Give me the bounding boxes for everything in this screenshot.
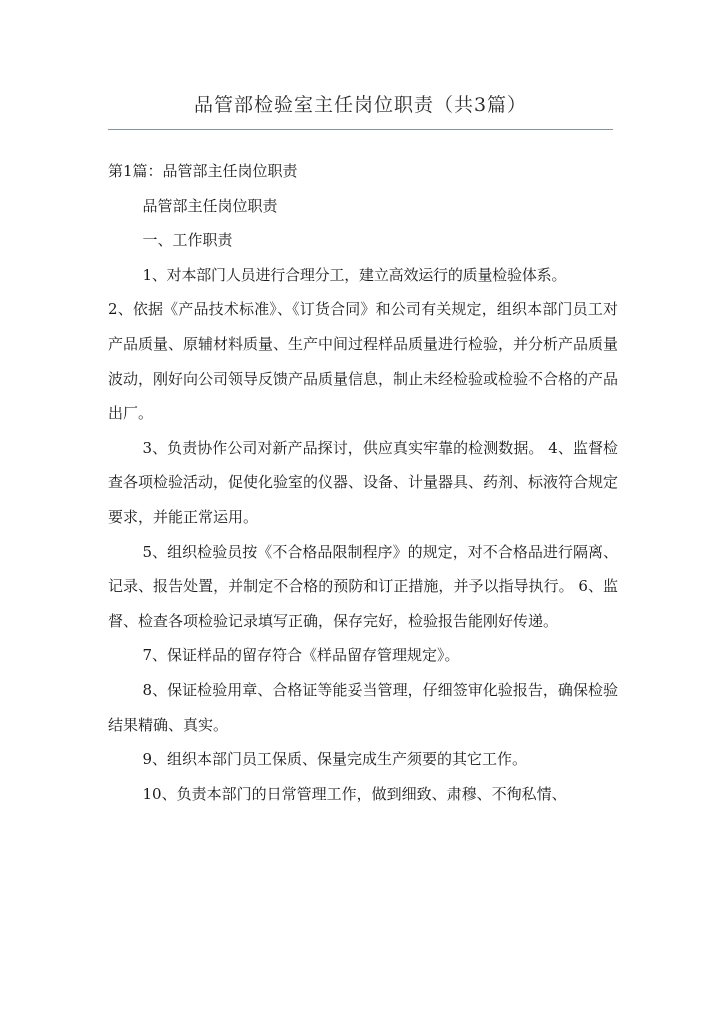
paragraph-5: 7、保证样品的留存符合《样品留存管理规定》。: [142, 646, 460, 665]
paragraph-2: 2、依据《产品技术标准》、《订货合同》和公司有关规定，组织本部门员工对产品质量、原辅材料质量、生产中间过程样品质量进行检验，并分析产品质量波动，刚好向公司领导反馈产品质量信息，制止未经检验或检验不合格的产品出厂。: [108, 300, 619, 423]
chapter-heading: 第1篇：品管部主任岗位职责: [108, 162, 298, 180]
document-title: 品管部检验室主任岗位职责（共3篇）: [193, 94, 528, 116]
title-divider: [108, 129, 613, 130]
paragraph-1: 1、对本部门人员进行合理分工，建立高效运行的质量检验体系。: [142, 265, 567, 284]
paragraph-6: 8、保证检验用章、合格证等能妥当管理，仔细签审化验报告，确保检验结果精确、真实。: [108, 680, 618, 734]
paragraph-8: 10、负责本部门的日常管理工作，做到细致、肃穆、不徇私情、: [142, 784, 567, 803]
document-body: [108, 154, 618, 811]
document-subtitle: 品管部主任岗位职责: [142, 196, 278, 215]
section-heading: 一、工作职责: [142, 231, 233, 250]
paragraph-3: 3、负责协作公司对新产品探讨，供应真实牢靠的检测数据。 4、监督检查各项检验活动，促使化验室的仪器、设备、计量器具、药剂、标液符合规定要求，并能正常运用。: [108, 438, 619, 526]
paragraph-7: 9、组织本部门员工保质、保量完成生产须要的其它工作。: [142, 750, 528, 769]
paragraph-4: 5、组织检验员按《不合格品限制程序》的规定，对不合格品进行隔离、记录、报告处置，并制定不合格的预防和订正措施，并予以指导执行。 6、监督、检查各项检验记录填写正确，保存完好，检验报告能刚好传递。: [108, 542, 618, 630]
